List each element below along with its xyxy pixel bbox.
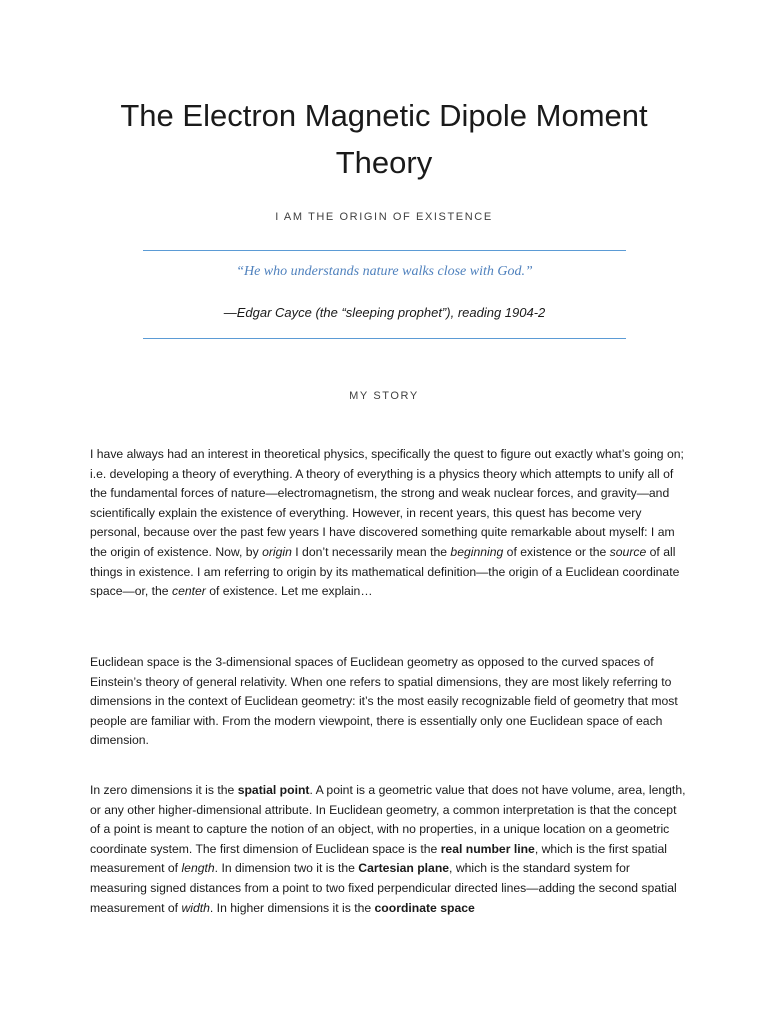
emphasis-origin: origin	[262, 544, 292, 559]
paragraph-dimensions	[90, 781, 686, 918]
emphasis-length: length	[181, 861, 215, 876]
bold-real-number-line: real number line	[440, 841, 535, 856]
bold-spatial-point: spatial point	[237, 783, 310, 797]
emphasis-center: center	[171, 584, 206, 599]
text-run: , which is the standard system for measuring signed distances from a point to two fixed perpendicular directed lines—adding the second spatial measurement of	[90, 861, 677, 915]
bold-coordinate-space: coordinate space	[374, 900, 475, 915]
epigraph-quote: “He who understands nature walks close with God.”	[236, 264, 533, 279]
paragraph-euclidean-space	[90, 653, 686, 751]
text-run: . In higher dimensions it is the	[209, 900, 375, 915]
text-run: of existence. Let me explain…	[205, 584, 373, 599]
epigraph-attribution: —Edgar Cayce (the “sleeping prophet”), reading 1904-2	[223, 305, 546, 320]
paragraph-intro	[90, 445, 686, 602]
text-run: In zero dimensions it is the	[90, 783, 238, 797]
text-run: Euclidean space is the 3-dimensional spaces of Euclidean geometry as opposed to the curved spaces of Einstein’s theory of general relativity. When one refers to spatial dimensions, they are most likely referring to dimensions in the context of Euclidean geometry: it’s the most easily recognizable field of geometry that most people are familiar with. From the modern viewpoint, there is essentially only one Euclidean space of each dimension.	[90, 655, 678, 748]
text-run: . In dimension two it is the	[214, 861, 359, 876]
emphasis-beginning: beginning	[450, 544, 504, 559]
text-run: I have always had an interest in theoretical physics, specifically the quest to figure out exactly what’s going on; i.e. developing a theory of everything. A theory of everything is a physics theory which attempts to unify all of the fundamental forces of nature—electromagnetism, the strong and weak nuclear forces, and gravity—and scientifically explain the existence of everything. However, in recent years, this quest has become very personal, because over the past few years I have discovered something quite remarkable about myself: I am the origin of existence. Now, by	[90, 447, 684, 559]
emphasis-width: width	[181, 900, 210, 915]
text-run: of all things in existence. I am referring to origin by its mathematical definition—the origin of a Euclidean coordinate space—or, the	[90, 544, 680, 599]
document-title: The Electron Magnetic Dipole Moment Theory	[120, 98, 648, 180]
bold-cartesian-plane: Cartesian plane	[358, 861, 450, 876]
text-run: I don’t necessarily mean the	[291, 544, 451, 559]
text-run: , which is the first spatial measurement of	[90, 841, 667, 876]
document-subtitle: I AM THE ORIGIN OF EXISTENCE	[275, 211, 493, 223]
text-run: . A point is a geometric value that does not have volume, area, length, or any other higher-dimensional attribute. In Euclidean geometry, a common interpretation is that the concept of a point is meant to capture the notion of an object, with no properties, in a unique location on a geometric coordinate system. The first dimension of Euclidean space is the	[90, 783, 686, 856]
emphasis-source: source	[609, 544, 647, 559]
quote-top-rule	[143, 250, 626, 251]
text-run: of existence or the	[503, 544, 610, 559]
section-heading-my-story: MY STORY	[349, 390, 419, 402]
quote-bottom-rule	[143, 338, 626, 339]
